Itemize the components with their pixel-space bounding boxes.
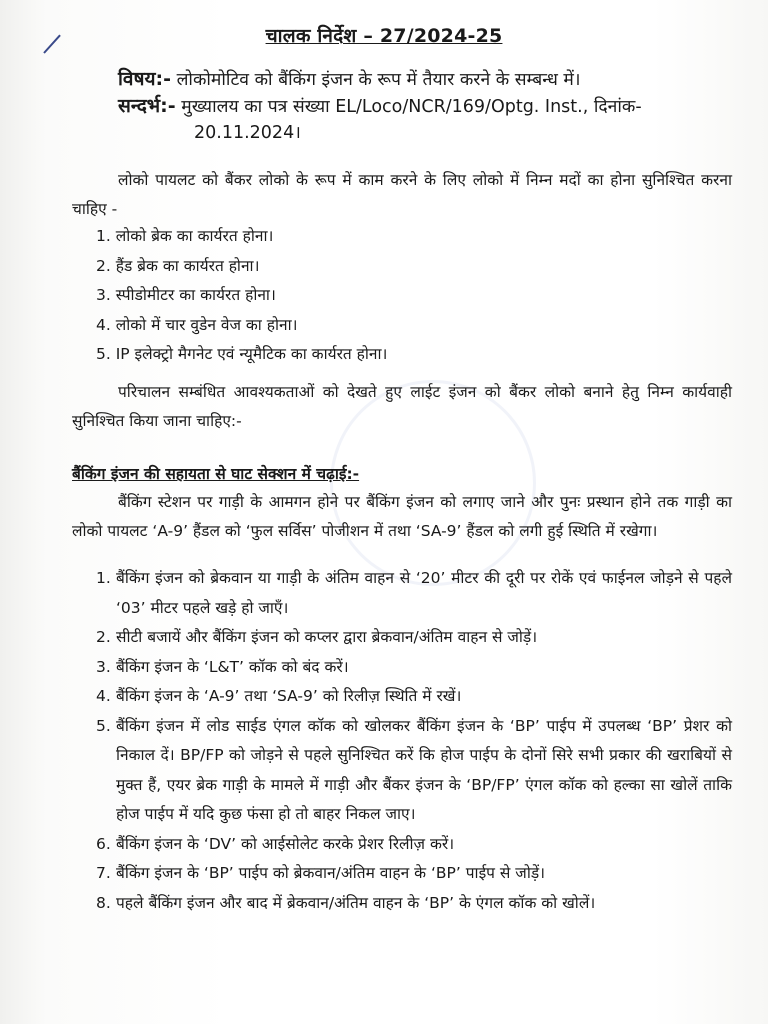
operation-paragraph: परिचालन सम्बंधित आवश्यकताओं को देखते हुए लाईट इंजन को बैंकर लोको बनाने हेतु निम्न कार्यवाही सुनिश्चित किया जाना चाहिए:-: [72, 383, 732, 430]
list-item: [96, 830, 732, 860]
step-number: 3.: [96, 657, 111, 676]
step-number: 7.: [96, 864, 111, 882]
step-text: पहले बैंकिंग इंजन और बाद में ब्रेकवान/अंतिम वाहन के ‘BP’ के एंगल कॉक को खोलें।: [116, 893, 596, 912]
list-item: 1. लोको ब्रेक का कार्यरत होना।: [96, 227, 274, 245]
subject-line: [118, 66, 738, 93]
list-item: [96, 623, 732, 653]
section-heading: बैंकिंग इंजन की सहायता से घाट सेक्शन में चढ़ाई:-: [72, 465, 360, 483]
step-number: 4.: [96, 687, 111, 705]
reference-line: [118, 93, 738, 120]
step-text: बैंकिंग इंजन के ‘A-9’ तथा ‘SA-9’ को रिलीज़ स्थिति में रखें।: [116, 687, 462, 705]
reference-label: सन्दर्भ:-: [118, 95, 176, 117]
step-text: बैंकिंग इंजन के ‘L&T’ कॉक को बंद करें।: [116, 657, 349, 676]
list-item: [96, 653, 732, 683]
step-number: 6.: [96, 834, 111, 853]
list-item: 5. IP इलेक्ट्रो मैगनेट एवं न्यूमैटिक का कार्यरत होना।: [96, 345, 388, 363]
subject-label: विषय:-: [118, 68, 171, 90]
list-item: [96, 889, 732, 919]
step-text: बैंकिंग इंजन में लोड साईड एंगल कॉक को खोलकर बैंकिंग इंजन के ‘BP’ पाईप में उपलब्ध ‘BP’ प्रेशर को निकाल दें। BP/FP को जोड़ने से पहले सुनिश्चित करें कि होज पाईप के दोनों सिरे सभी प्रकार की खराबियों से मुक्त हैं, एयर ब्रेक गाड़ी के मामले में गाड़ी और बैंकर इंजन के ‘BP/FP’ एंगल कॉक को हल्का सा खोलें ताकि होज पाईप में यदि कुछ फंसा हो तो बाहर निकल जाए।: [116, 716, 732, 823]
document-title: चालक निर्देश – 27/2024-25: [265, 25, 503, 47]
list-item: [96, 712, 732, 830]
step-text: बैंकिंग इंजन के ‘DV’ को आईसोलेट करके प्रेशर रिलीज़ करें।: [116, 834, 455, 853]
step-number: 2.: [96, 628, 111, 646]
intro-paragraph: लोको पायलट को बैंकर लोको के रूप में काम करने के लिए लोको में निम्न मदों का होना सुनिश्चित करना चाहिए -: [72, 171, 732, 218]
list-item: [96, 564, 732, 623]
step-number: 8.: [96, 893, 111, 912]
list-item: 4. लोको में चार वुडेन वेज का होना।: [96, 315, 298, 334]
reference-date: 20.11.2024।: [194, 123, 301, 143]
subject-text: लोकोमोटिव को बैंकिंग इंजन के रूप में तैयार करने के सम्बन्ध में।: [176, 70, 581, 90]
requirements-list: [96, 222, 716, 370]
list-item: [96, 859, 732, 889]
section-paragraph: बैंकिंग स्टेशन पर गाड़ी के आमगन होने पर बैंकिंग इंजन को लगाए जाने और पुनः प्रस्थान होने तक गाड़ी का लोको पायलट ‘A-9’ हैंडल को ‘फुल सर्विस’ पोजीशन में तथा ‘SA-9’ हैंडल को लगी हुई स्थिति में रखेगा।: [72, 493, 732, 540]
list-item: 2. हैंड ब्रेक का कार्यरत होना।: [96, 256, 260, 275]
step-number: 1.: [96, 569, 111, 587]
reference-text: मुख्यालय का पत्र संख्या EL/Loco/NCR/169/Optg. Inst., दिनांक-: [181, 97, 642, 117]
step-text: सीटी बजायें और बैंकिंग इंजन को कप्लर द्वारा ब्रेकवान/अंतिम वाहन से जोड़ें।: [116, 628, 538, 646]
step-number: 5.: [96, 716, 111, 735]
step-text: बैंकिंग इंजन के ‘BP’ पाईप को ब्रेकवान/अंतिम वाहन के ‘BP’ पाईप से जोड़ें।: [116, 864, 545, 882]
subject-reference-block: [118, 66, 738, 146]
list-item: 3. स्पीडोमीटर का कार्यरत होना।: [96, 286, 276, 304]
step-text: बैंकिंग इंजन को ब्रेकवान या गाड़ी के अंतिम वाहन से ‘20’ मीटर की दूरी पर रोकें एवं फाईनल जोड़ने से पहले ‘03’ मीटर पहले खड़े हो जाएँ।: [116, 569, 732, 617]
list-item: [96, 682, 732, 712]
steps-list: [96, 564, 732, 918]
